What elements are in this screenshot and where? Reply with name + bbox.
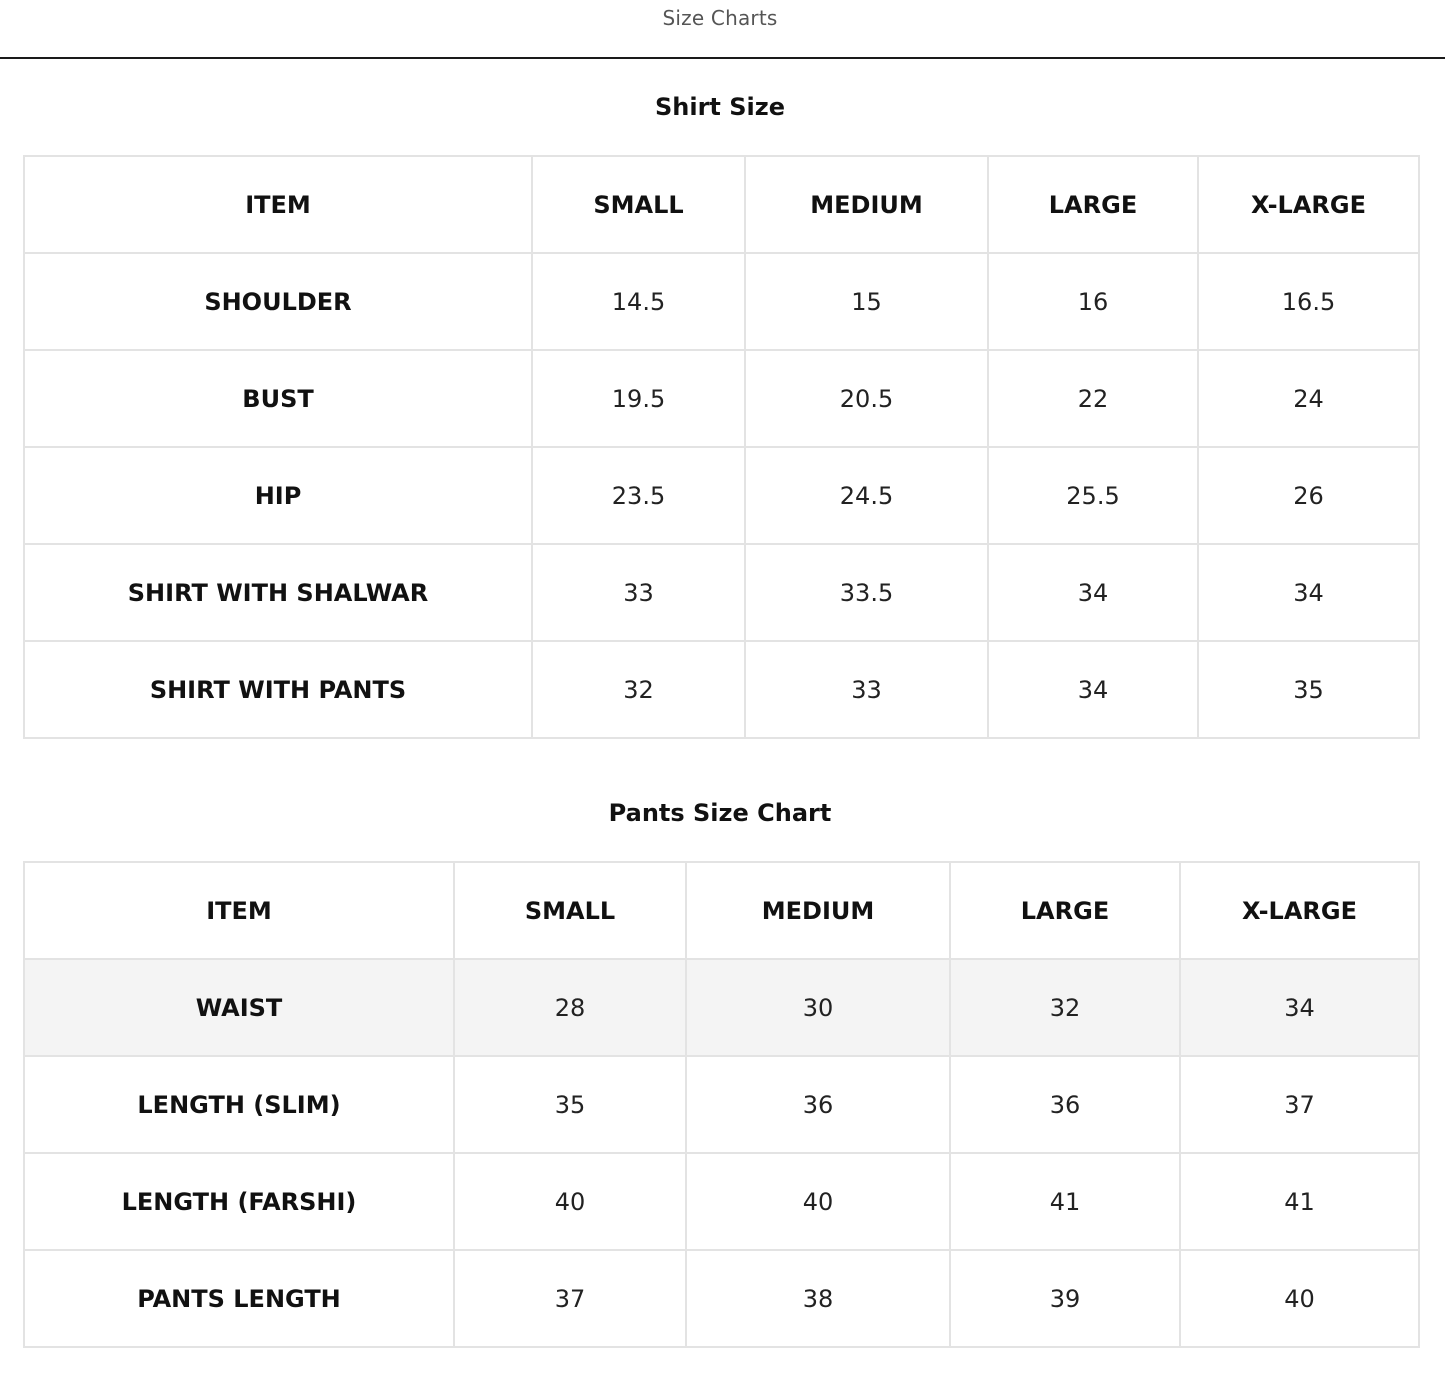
- table-header-row: [24, 156, 1419, 253]
- modal-header: [0, 0, 1445, 59]
- cell-large: 36: [950, 1056, 1180, 1153]
- row-label: LENGTH (SLIM): [24, 1056, 454, 1153]
- column-header-small: SMALL: [454, 862, 686, 959]
- cell-small: 23.5: [532, 447, 745, 544]
- cell-large: 32: [950, 959, 1180, 1056]
- table-row: [24, 1250, 1419, 1347]
- cell-small: 14.5: [532, 253, 745, 350]
- cell-x-large: 34: [1180, 959, 1419, 1056]
- row-label: SHOULDER: [24, 253, 532, 350]
- cell-medium: 15: [745, 253, 988, 350]
- cell-x-large: 35: [1198, 641, 1419, 738]
- cell-x-large: 34: [1198, 544, 1419, 641]
- cell-small: 28: [454, 959, 686, 1056]
- cell-x-large: 37: [1180, 1056, 1419, 1153]
- cell-x-large: 16.5: [1198, 253, 1419, 350]
- row-label: BUST: [24, 350, 532, 447]
- table-row-highlighted: [24, 959, 1419, 1056]
- column-header-x-large: X-LARGE: [1198, 156, 1419, 253]
- row-label: WAIST: [24, 959, 454, 1056]
- cell-medium: 40: [686, 1153, 950, 1250]
- cell-small: 35: [454, 1056, 686, 1153]
- shirt-size-table: [23, 155, 1420, 739]
- cell-small: 37: [454, 1250, 686, 1347]
- table-row: [24, 1056, 1419, 1153]
- row-label: HIP: [24, 447, 532, 544]
- row-label: SHIRT WITH SHALWAR: [24, 544, 532, 641]
- column-header-item: ITEM: [24, 156, 532, 253]
- cell-large: 34: [988, 544, 1198, 641]
- cell-large: 22: [988, 350, 1198, 447]
- cell-x-large: 40: [1180, 1250, 1419, 1347]
- modal-title: Size Charts: [662, 6, 778, 30]
- column-header-large: LARGE: [950, 862, 1180, 959]
- cell-large: 34: [988, 641, 1198, 738]
- row-label: PANTS LENGTH: [24, 1250, 454, 1347]
- cell-small: 19.5: [532, 350, 745, 447]
- cell-medium: 24.5: [745, 447, 988, 544]
- cell-small: 40: [454, 1153, 686, 1250]
- row-label: LENGTH (FARSHI): [24, 1153, 454, 1250]
- row-label: SHIRT WITH PANTS: [24, 641, 532, 738]
- cell-medium: 33: [745, 641, 988, 738]
- cell-medium: 36: [686, 1056, 950, 1153]
- cell-medium: 30: [686, 959, 950, 1056]
- table-row: [24, 544, 1419, 641]
- cell-large: 39: [950, 1250, 1180, 1347]
- cell-x-large: 41: [1180, 1153, 1419, 1250]
- cell-small: 32: [532, 641, 745, 738]
- table-row: [24, 1153, 1419, 1250]
- pants-size-table: [23, 861, 1420, 1348]
- column-header-large: LARGE: [988, 156, 1198, 253]
- table-row: [24, 447, 1419, 544]
- cell-medium: 38: [686, 1250, 950, 1347]
- column-header-small: SMALL: [532, 156, 745, 253]
- pants-size-title: Pants Size Chart: [608, 799, 832, 827]
- column-header-item: ITEM: [24, 862, 454, 959]
- cell-x-large: 24: [1198, 350, 1419, 447]
- column-header-medium: MEDIUM: [745, 156, 988, 253]
- cell-medium: 20.5: [745, 350, 988, 447]
- cell-medium: 33.5: [745, 544, 988, 641]
- cell-x-large: 26: [1198, 447, 1419, 544]
- column-header-medium: MEDIUM: [686, 862, 950, 959]
- table-row: [24, 641, 1419, 738]
- cell-large: 41: [950, 1153, 1180, 1250]
- shirt-size-title: Shirt Size: [654, 93, 786, 121]
- table-row: [24, 253, 1419, 350]
- table-header-row: [24, 862, 1419, 959]
- table-row: [24, 350, 1419, 447]
- cell-large: 16: [988, 253, 1198, 350]
- cell-small: 33: [532, 544, 745, 641]
- column-header-x-large: X-LARGE: [1180, 862, 1419, 959]
- cell-large: 25.5: [988, 447, 1198, 544]
